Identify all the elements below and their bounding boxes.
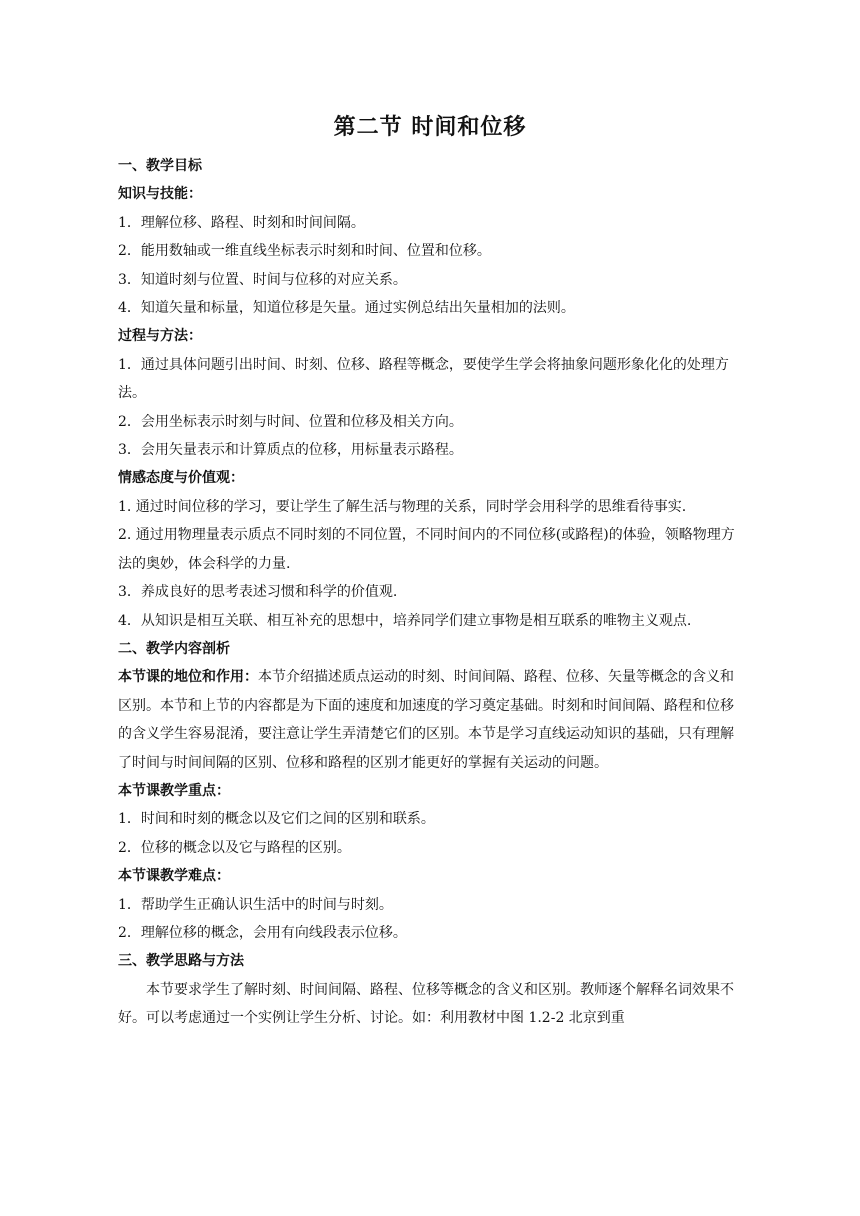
knowledge-item: 1．理解位移、路程、时刻和时间间隔。: [118, 214, 365, 231]
role-text: 本节介绍描述质点运动的时刻、时间间隔、路程、位移、矢量等概念的含义和区别。本节和上节的内容都是为下面的速度和加速度的学习奠定基础。时刻和时间间隔、路程和位移的含义学生容易混淆，要注意让学生弄清楚它们的区别。本节是学习直线运动知识的基础，只有理解了时间与时间间隔的区别、位移和路程的区别才能更好的掌握有关运动的问题。: [118, 669, 734, 771]
attitude-item: 4．从知识是相互关联、相互补充的思想中，培养同学们建立事物是相互联系的唯物主义观点.: [118, 612, 692, 629]
key-item: 2．位移的概念以及它与路程的区别。: [118, 839, 351, 856]
subheading-attitude: 情感态度与价值观：: [118, 470, 244, 487]
knowledge-item: 2．能用数轴或一维直线坐标表示时刻和时间、位置和位移。: [118, 243, 491, 260]
methods-paragraph: 本节要求学生了解时刻、时间间隔、路程、位移等概念的含义和区别。教师逐个解释名词效果不好。可以考虑通过一个实例让学生分析、讨论。如：利用教材中图 1.2-2 北京到重: [118, 981, 734, 1027]
key-item: 1．时间和时刻的概念以及它们之间的区别和联系。: [118, 811, 435, 828]
section-heading-objectives: 一、教学目标: [118, 158, 202, 174]
role-label: 本节课的地位和作用：: [118, 669, 258, 686]
process-item: 1．通过具体问题引出时间、时刻、位移、路程等概念，要使学生学会将抽象问题形象化化的处理方法。: [118, 356, 729, 402]
attitude-item: 2. 通过用物理量表示质点不同时刻的不同位置，不同时间内的不同位移(或路程)的体验，领略物理方法的奥妙，体会科学的力量.: [118, 527, 735, 572]
knowledge-item: 4．知道矢量和标量，知道位移是矢量。通过实例总结出矢量相加的法则。: [118, 300, 575, 317]
difficult-item: 2．理解位移的概念，会用有向线段表示位移。: [118, 924, 407, 941]
attitude-item: 1. 通过时间位移的学习，要让学生了解生活与物理的关系，同时学会用科学的思维看待事实.: [118, 498, 687, 515]
attitude-item: 3．养成良好的思考表述习惯和科学的价值观.: [118, 584, 398, 601]
section-heading-methods: 三、教学思路与方法: [118, 953, 244, 970]
knowledge-item: 3．知道时刻与位置、时间与位移的对应关系。: [118, 271, 407, 288]
document-body: [118, 112, 742, 1033]
process-item: 3．会用矢量表示和计算质点的位移，用标量表示路程。: [118, 442, 463, 459]
difficult-item: 1．帮助学生正确认识生活中的时间与时刻。: [118, 896, 393, 913]
subheading-key-points: 本节课教学重点：: [118, 782, 230, 799]
page-title: 第二节 时间和位移: [333, 114, 527, 140]
subheading-knowledge: 知识与技能：: [118, 186, 202, 203]
subheading-process: 过程与方法：: [118, 328, 202, 345]
subheading-difficult-points: 本节课教学难点：: [118, 868, 230, 885]
section-heading-content-analysis: 二、教学内容剖析: [118, 640, 230, 657]
process-item: 2．会用坐标表示时刻与时间、位置和位移及相关方向。: [118, 413, 463, 430]
role-paragraph: [118, 663, 742, 777]
